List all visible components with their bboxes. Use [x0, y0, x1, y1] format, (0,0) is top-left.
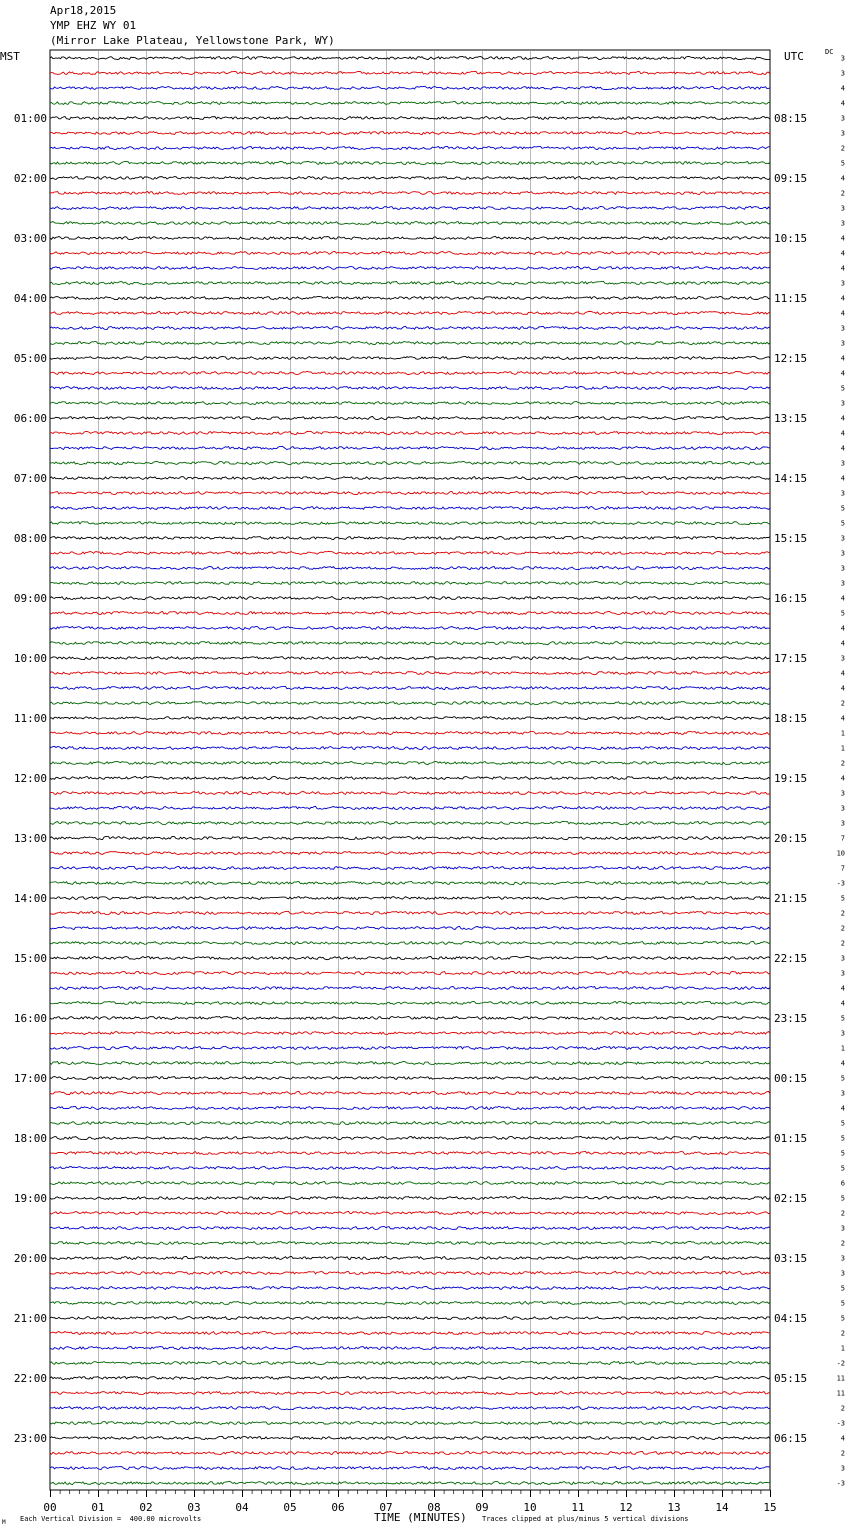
left-hour-label: 10:00: [13, 652, 47, 665]
trace-line: [50, 657, 770, 660]
dc-offset-label: 4: [840, 84, 845, 93]
trace-line: [50, 146, 770, 149]
dc-offset-label: 4: [840, 444, 845, 453]
dc-offset-label: 4: [840, 369, 845, 378]
dc-offset-label: 4: [840, 669, 845, 678]
trace-line: [50, 266, 770, 269]
dc-offset-label: 5: [840, 384, 845, 393]
right-hour-label: 19:15: [774, 772, 808, 785]
trace-line: [50, 117, 770, 120]
plot-date: Apr18,2015: [50, 4, 117, 17]
x-tick-label: 12: [619, 1501, 633, 1514]
left-hour-label: 09:00: [13, 592, 47, 605]
trace-line: [50, 881, 770, 884]
dc-offset-label: 1: [840, 744, 845, 753]
trace-line: [50, 431, 770, 434]
dc-offset-label: 4: [840, 264, 845, 273]
dc-offset-label: 10: [836, 849, 845, 858]
trace-line: [50, 1451, 770, 1454]
dc-offset-label: -3: [836, 879, 845, 888]
trace-line: [50, 221, 770, 224]
dc-offset-label: -2: [836, 1359, 845, 1368]
trace-line: [50, 626, 770, 629]
trace-line: [50, 941, 770, 944]
right-hour-label: 11:15: [774, 292, 808, 305]
dc-offset-label: 3: [840, 969, 845, 978]
right-hour-label: 05:15: [774, 1372, 808, 1385]
dc-offset-label: 7: [840, 834, 845, 843]
trace-line: [50, 836, 770, 839]
left-hour-label: 04:00: [13, 292, 47, 305]
trace-line: [50, 206, 770, 209]
trace-line: [50, 1286, 770, 1289]
trace-line: [50, 1046, 770, 1049]
trace-line: [50, 1061, 770, 1064]
trace-line: [50, 356, 770, 359]
left-hour-label: 14:00: [13, 892, 47, 905]
left-hour-label: 21:00: [13, 1312, 47, 1325]
trace-line: [50, 717, 770, 720]
x-tick-label: 02: [139, 1501, 153, 1514]
trace-line: [50, 131, 770, 134]
trace-line: [50, 731, 770, 734]
right-hour-label: 08:15: [774, 112, 808, 125]
dc-offset-label: 5: [840, 1194, 845, 1203]
dc-offset-label: 2: [840, 924, 845, 933]
x-tick-label: 09: [475, 1501, 489, 1514]
dc-offset-label: 4: [840, 984, 845, 993]
trace-line: [50, 896, 770, 899]
dc-offset-label: 4: [840, 249, 845, 258]
dc-offset-label: 3: [840, 549, 845, 558]
dc-offset-label: 11: [836, 1389, 845, 1398]
dc-offset-label: 2: [840, 909, 845, 918]
left-hour-label: 01:00: [13, 112, 47, 125]
dc-offset-label: 2: [840, 759, 845, 768]
trace-line: [50, 1301, 770, 1304]
dc-offset-label: 3: [840, 54, 845, 63]
trace-line: [50, 597, 770, 600]
x-tick-label: 13: [667, 1501, 681, 1514]
left-hour-label: 18:00: [13, 1132, 47, 1145]
left-hour-label: 23:00: [13, 1432, 47, 1445]
trace-line: [50, 1466, 770, 1469]
dc-offset-label: 2: [840, 1404, 845, 1413]
dc-offset-label: 3: [840, 1254, 845, 1263]
trace-line: [50, 806, 770, 809]
right-hour-label: 23:15: [774, 1012, 808, 1025]
x-tick-label: 11: [571, 1501, 585, 1514]
x-axis-title: TIME (MINUTES): [374, 1511, 467, 1524]
trace-line: [50, 566, 770, 569]
dc-offset-label: 3: [840, 279, 845, 288]
dc-offset-label: 7: [840, 864, 845, 873]
station-location: (Mirror Lake Plateau, Yellowstone Park, WY): [50, 34, 335, 47]
dc-offset-label: 4: [840, 594, 845, 603]
x-tick-label: 00: [43, 1501, 57, 1514]
left-hour-label: 11:00: [13, 712, 47, 725]
trace-line: [50, 866, 770, 869]
dc-offset-label: 5: [840, 1164, 845, 1173]
dc-offset-label: 4: [840, 1059, 845, 1068]
trace-line: [50, 1211, 770, 1214]
trace-line: [50, 1196, 770, 1199]
right-hour-label: 16:15: [774, 592, 808, 605]
dc-offset-label: 6: [840, 1179, 845, 1188]
dc-offset-label: 3: [840, 804, 845, 813]
right-hour-label: 17:15: [774, 652, 808, 665]
trace-line: [50, 236, 770, 239]
trace-line: [50, 251, 770, 254]
right-hour-label: 01:15: [774, 1132, 808, 1145]
trace-line: [50, 1436, 770, 1439]
dc-offset-label: 4: [840, 99, 845, 108]
trace-line: [50, 1181, 770, 1184]
dc-offset-label: 4: [840, 774, 845, 783]
trace-line: [50, 401, 770, 404]
trace-line: [50, 956, 770, 959]
trace-line: [50, 311, 770, 314]
trace-line: [50, 1091, 770, 1094]
dc-offset-label: 4: [840, 624, 845, 633]
dc-offset-label: 2: [840, 1329, 845, 1338]
x-tick-label: 10: [523, 1501, 537, 1514]
right-hour-label: 03:15: [774, 1252, 808, 1265]
trace-line: [50, 1376, 770, 1379]
dc-offset-label: 1: [840, 1344, 845, 1353]
right-timezone-label: UTC: [784, 50, 804, 63]
x-tick-label: 15: [763, 1501, 777, 1514]
trace-line: [50, 477, 770, 480]
left-hour-label: 03:00: [13, 232, 47, 245]
dc-offset-label: 2: [840, 189, 845, 198]
right-hour-label: 20:15: [774, 832, 808, 845]
left-hour-label: 06:00: [13, 412, 47, 425]
dc-offset-label: 3: [840, 69, 845, 78]
trace-line: [50, 1032, 770, 1035]
right-hour-label: 14:15: [774, 472, 808, 485]
trace-line: [50, 777, 770, 780]
trace-line: [50, 986, 770, 989]
left-hour-label: 20:00: [13, 1252, 47, 1265]
x-tick-label: 07: [379, 1501, 393, 1514]
trace-line: [50, 161, 770, 164]
dc-offset-label: 3: [840, 534, 845, 543]
dc-offset-label: 5: [840, 1299, 845, 1308]
trace-line: [50, 1106, 770, 1109]
scale-note: Each Vertical Division = 400.00 microvolts: [20, 1515, 202, 1523]
trace-line: [50, 1001, 770, 1004]
dc-offset-label: 4: [840, 999, 845, 1008]
right-hour-label: 22:15: [774, 952, 808, 965]
dc-offset-label: 4: [840, 414, 845, 423]
dc-offset-label: 5: [840, 1074, 845, 1083]
trace-line: [50, 386, 770, 389]
trace-line: [50, 1076, 770, 1079]
clip-note: Traces clipped at plus/minus 5 vertical divisions: [482, 1515, 689, 1523]
right-hour-label: 06:15: [774, 1432, 808, 1445]
dc-offset-label: 5: [840, 1284, 845, 1293]
right-hour-label: 15:15: [774, 532, 808, 545]
left-hour-label: 05:00: [13, 352, 47, 365]
dc-offset-label: 3: [840, 339, 845, 348]
trace-line: [50, 761, 770, 764]
left-hour-label: 08:00: [13, 532, 47, 545]
trace-line: [50, 611, 770, 614]
dc-offset-label: 3: [840, 114, 845, 123]
dc-offset-label: 4: [840, 234, 845, 243]
dc-offset-label: 2: [840, 939, 845, 948]
dc-offset-label: 5: [840, 1014, 845, 1023]
x-tick-label: 06: [331, 1501, 345, 1514]
trace-line: [50, 686, 770, 689]
dc-offset-label: 4: [840, 354, 845, 363]
dc-offset-label: 1: [840, 1044, 845, 1053]
dc-offset-label: 3: [840, 324, 845, 333]
dc-offset-label: 3: [840, 459, 845, 468]
dc-offset-label: 2: [840, 1449, 845, 1458]
trace-line: [50, 551, 770, 554]
trace-line: [50, 1361, 770, 1364]
trace-line: [50, 86, 770, 89]
dc-offset-label: 3: [840, 1269, 845, 1278]
trace-line: [50, 176, 770, 179]
left-hour-label: 17:00: [13, 1072, 47, 1085]
dc-offset-label: 5: [840, 1149, 845, 1158]
dc-offset-label: 4: [840, 309, 845, 318]
dc-offset-label: 2: [840, 144, 845, 153]
right-hour-label: 21:15: [774, 892, 808, 905]
right-hour-label: 09:15: [774, 172, 808, 185]
trace-line: [50, 281, 770, 284]
trace-line: [50, 1481, 770, 1484]
trace-line: [50, 371, 770, 374]
dc-offset-label: 5: [840, 1119, 845, 1128]
dc-offset-label: 3: [840, 564, 845, 573]
dc-offset-label: 3: [840, 489, 845, 498]
dc-column-label: DC: [825, 48, 834, 56]
dc-offset-label: 11: [836, 1374, 845, 1383]
dc-offset-label: 4: [840, 474, 845, 483]
dc-offset-label: 3: [840, 579, 845, 588]
trace-line: [50, 446, 770, 449]
trace-line: [50, 461, 770, 464]
trace-line: [50, 507, 770, 510]
trace-line: [50, 581, 770, 584]
x-tick-label: 05: [283, 1501, 297, 1514]
left-hour-label: 19:00: [13, 1192, 47, 1205]
dc-offset-label: 2: [840, 1239, 845, 1248]
trace-line: [50, 536, 770, 539]
x-tick-label: 14: [715, 1501, 729, 1514]
trace-line: [50, 56, 770, 59]
trace-line: [50, 522, 770, 525]
dc-offset-label: 3: [840, 1089, 845, 1098]
trace-line: [50, 102, 770, 105]
trace-line: [50, 971, 770, 974]
dc-offset-label: -3: [836, 1419, 845, 1428]
trace-line: [50, 1271, 770, 1274]
dc-offset-label: 3: [840, 1464, 845, 1473]
dc-offset-label: 3: [840, 204, 845, 213]
trace-line: [50, 341, 770, 344]
station-id: YMP EHZ WY 01: [50, 19, 137, 32]
trace-line: [50, 1241, 770, 1244]
trace-line: [50, 1226, 770, 1229]
dc-offset-label: 3: [840, 789, 845, 798]
corner-mark: M: [2, 1519, 6, 1526]
x-tick-label: 04: [235, 1501, 249, 1514]
dc-offset-label: 3: [840, 1224, 845, 1233]
trace-line: [50, 326, 770, 329]
trace-line: [50, 1391, 770, 1394]
left-hour-label: 07:00: [13, 472, 47, 485]
dc-offset-label: 5: [840, 519, 845, 528]
trace-line: [50, 852, 770, 855]
dc-offset-label: 3: [840, 129, 845, 138]
trace-line: [50, 1136, 770, 1139]
trace-line: [50, 1256, 770, 1259]
dc-offset-label: 3: [840, 219, 845, 228]
dc-offset-label: 4: [840, 714, 845, 723]
dc-offset-label: 2: [840, 1209, 845, 1218]
trace-line: [50, 1332, 770, 1335]
dc-offset-label: 3: [840, 399, 845, 408]
left-hour-label: 02:00: [13, 172, 47, 185]
dc-offset-label: 4: [840, 639, 845, 648]
left-hour-label: 13:00: [13, 832, 47, 845]
dc-offset-label: 4: [840, 174, 845, 183]
dc-offset-label: 5: [840, 159, 845, 168]
dc-offset-label: 5: [840, 1134, 845, 1143]
left-hour-label: 22:00: [13, 1372, 47, 1385]
dc-offset-label: 4: [840, 429, 845, 438]
left-hour-label: 15:00: [13, 952, 47, 965]
left-hour-label: 12:00: [13, 772, 47, 785]
trace-line: [50, 642, 770, 645]
trace-line: [50, 416, 770, 419]
x-tick-label: 01: [91, 1501, 105, 1514]
trace-line: [50, 1421, 770, 1424]
trace-line: [50, 746, 770, 749]
dc-offset-label: 4: [840, 1104, 845, 1113]
trace-line: [50, 672, 770, 675]
trace-line: [50, 191, 770, 194]
trace-line: [50, 1151, 770, 1154]
trace-layer: [50, 56, 770, 1484]
dc-offset-label: 4: [840, 294, 845, 303]
trace-line: [50, 1317, 770, 1320]
right-hour-label: 10:15: [774, 232, 808, 245]
dc-offset-label: -3: [836, 1479, 845, 1488]
trace-line: [50, 926, 770, 929]
dc-offset-label: 3: [840, 819, 845, 828]
right-hour-label: 00:15: [774, 1072, 808, 1085]
trace-line: [50, 701, 770, 704]
trace-line: [50, 1121, 770, 1124]
dc-offset-label: 4: [840, 1434, 845, 1443]
trace-line: [50, 1347, 770, 1350]
trace-line: [50, 911, 770, 914]
dc-offset-label: 4: [840, 684, 845, 693]
trace-line: [50, 821, 770, 824]
dc-offset-label: 5: [840, 609, 845, 618]
trace-line: [50, 1407, 770, 1410]
right-hour-label: 18:15: [774, 712, 808, 725]
x-tick-label: 03: [187, 1501, 201, 1514]
dc-offset-label: 5: [840, 894, 845, 903]
trace-line: [50, 71, 770, 74]
right-hour-label: 13:15: [774, 412, 808, 425]
dc-offset-label: 5: [840, 504, 845, 513]
x-tick-label: 08: [427, 1501, 441, 1514]
left-timezone-label: MST: [0, 50, 20, 63]
dc-offset-label: 3: [840, 654, 845, 663]
trace-line: [50, 491, 770, 494]
trace-line: [50, 296, 770, 299]
right-hour-label: 02:15: [774, 1192, 808, 1205]
right-hour-label: 12:15: [774, 352, 808, 365]
dc-offset-label: 3: [840, 954, 845, 963]
dc-offset-label: 1: [840, 729, 845, 738]
dc-offset-label: 3: [840, 1029, 845, 1038]
dc-offset-label: 5: [840, 1314, 845, 1323]
trace-line: [50, 791, 770, 794]
left-hour-label: 16:00: [13, 1012, 47, 1025]
trace-line: [50, 1016, 770, 1019]
dc-offset-label: 2: [840, 699, 845, 708]
right-hour-label: 04:15: [774, 1312, 808, 1325]
trace-line: [50, 1166, 770, 1169]
